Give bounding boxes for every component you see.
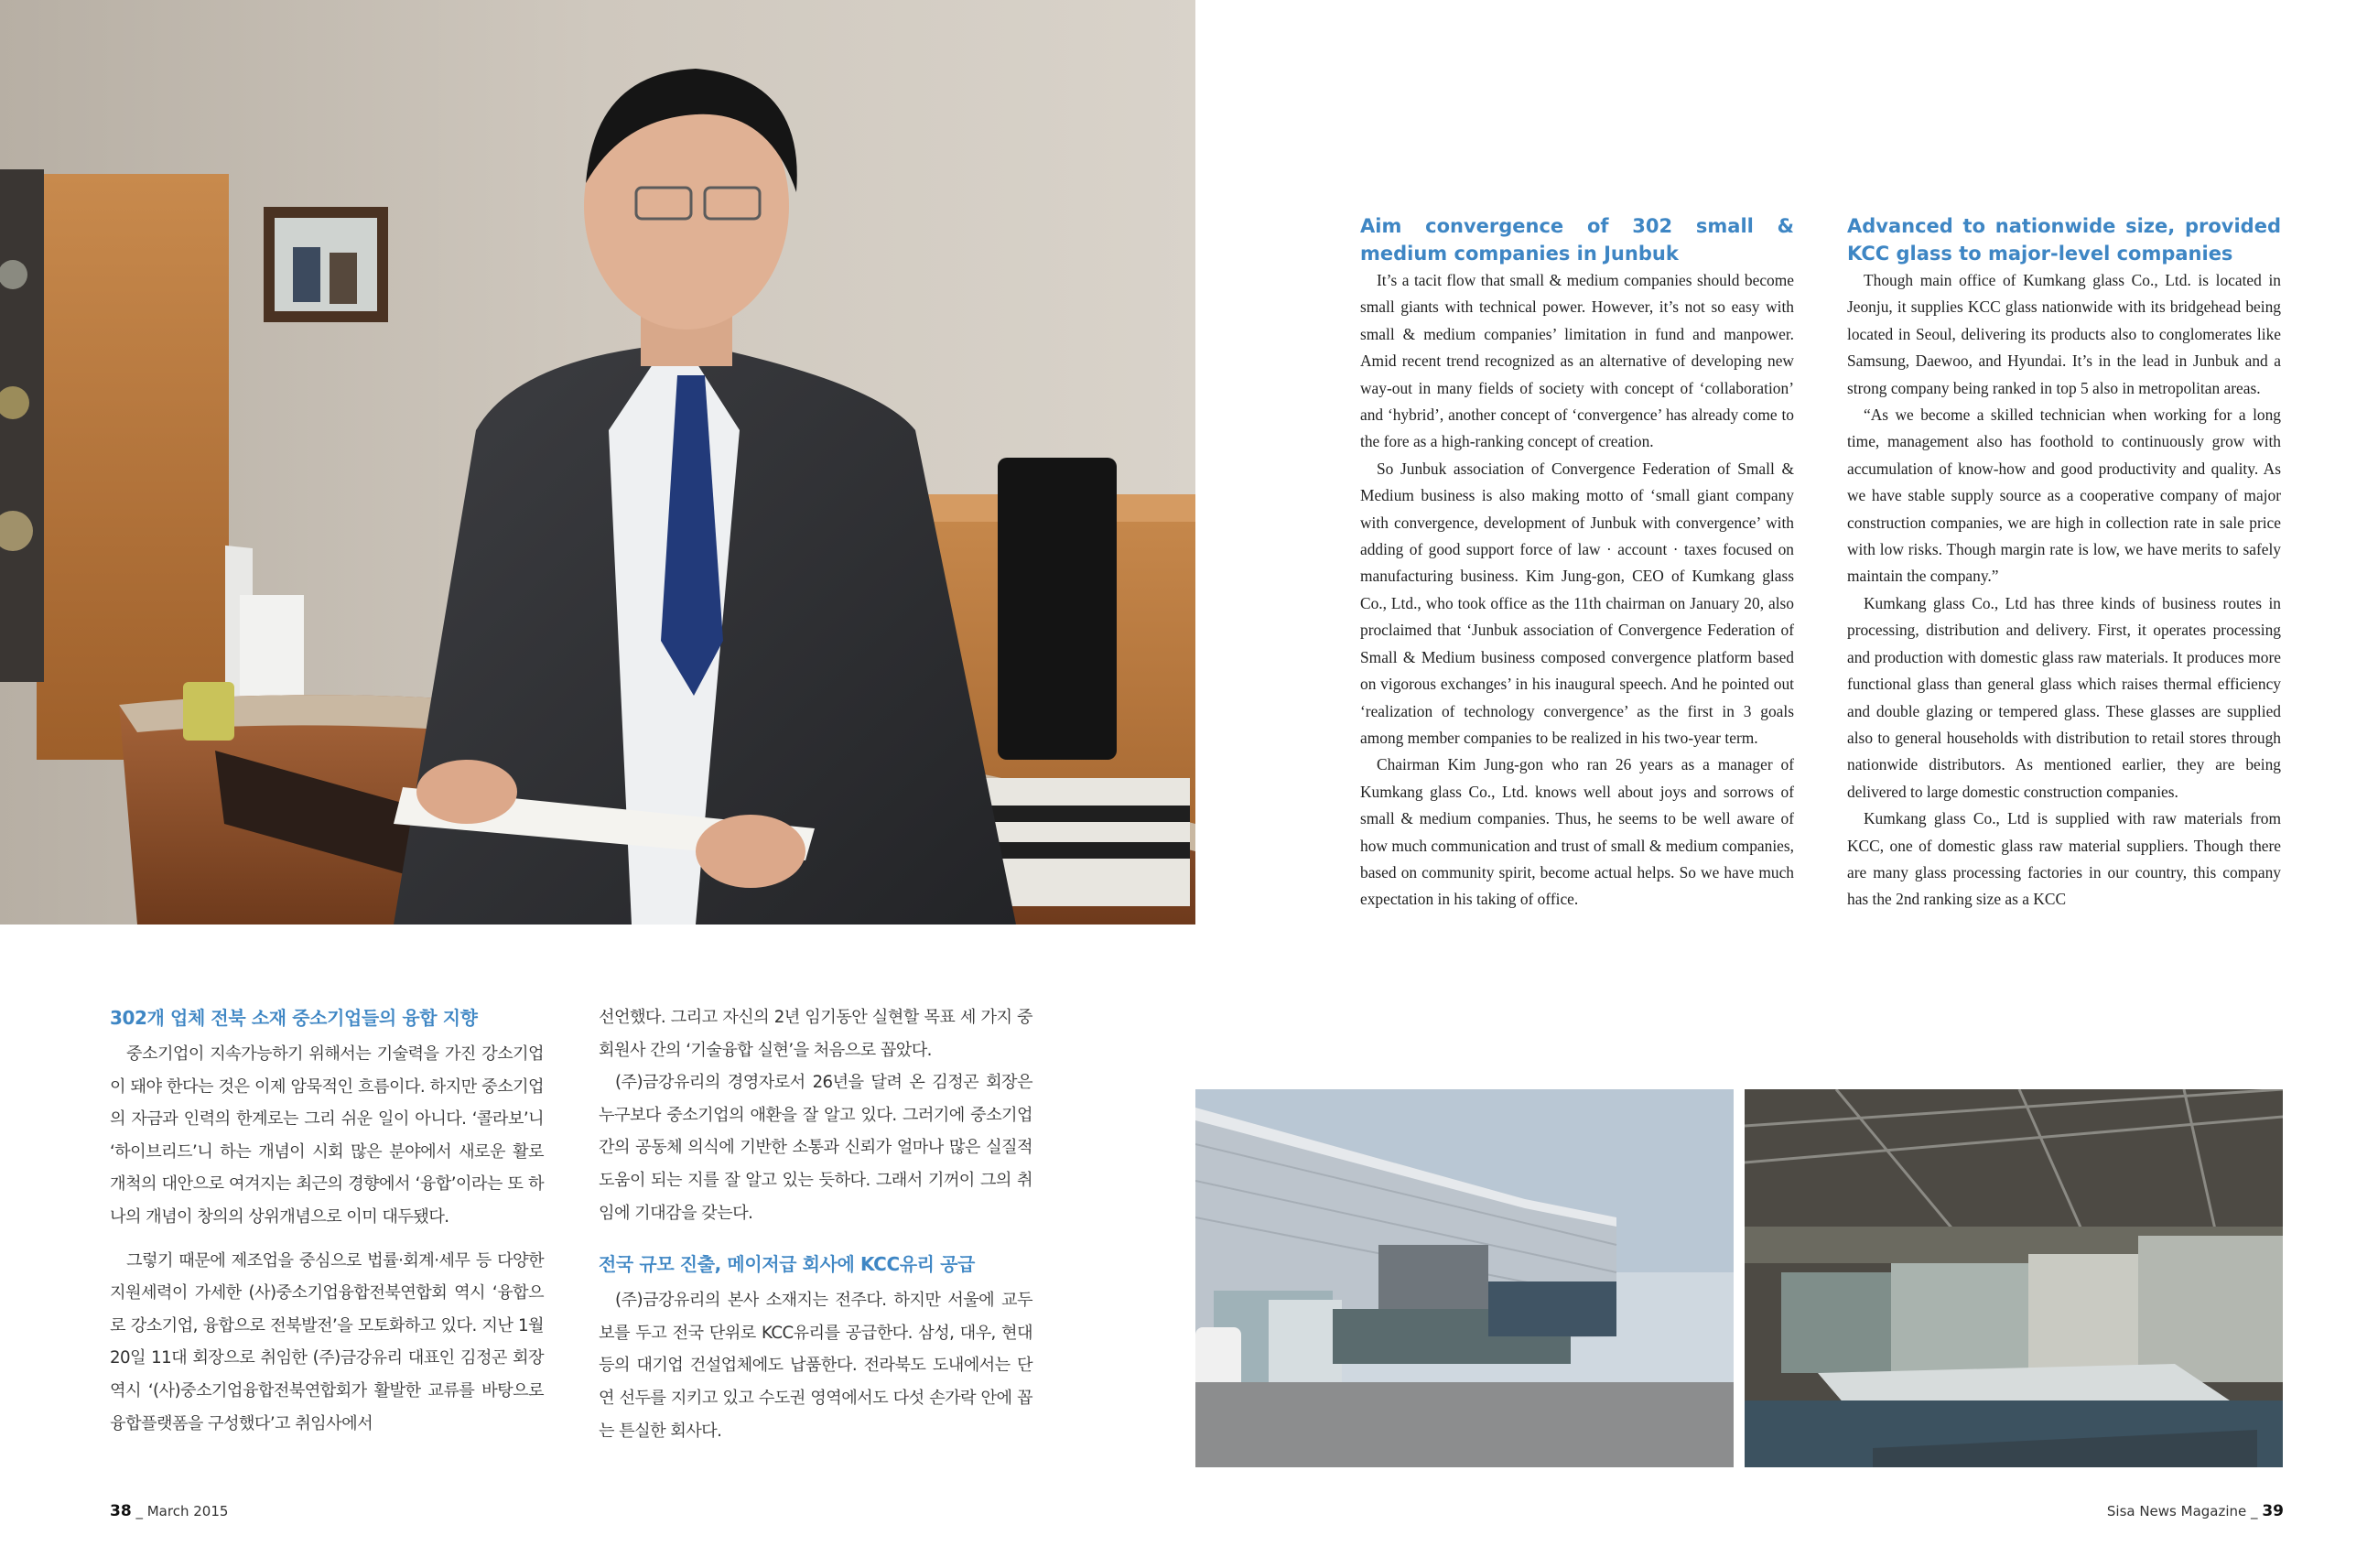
korean-column-1: [110, 1000, 544, 1440]
english-paragraph: Though main office of Kumkang glass Co., Ltd. is located in Jeonju, it supplies KCC glass nationwide with its bridgehead being located in Seoul, delivering its products also to conglomerates like Samsung, Daewoo, and Hyundai. It’s in the lead in Junbuk and a strong company being ranked in top 5 also in metropolitan areas.: [1847, 271, 2281, 397]
english-paragraph: “As we become a skilled technician when working for a long time, management also has foothold to continuously grow with accumulation of know-how and good productivity and quality. As we have stable supply source as a cooperative company of major construction companies, we are high in collection rate in sale price with low risks. Though margin rate is low, we have merits to safely maintain the company.”: [1847, 406, 2281, 586]
folio-separator: _: [2251, 1503, 2258, 1519]
korean-column-2: [599, 1001, 1032, 1447]
page-number-left: 38: [110, 1502, 132, 1520]
korean-paragraph: 그렇기 때문에 제조업을 중심으로 법률·회계·세무 등 다양한 지원세력이 가세한 (사)중소기업융합전북연합회 역시 ‘융합으로 강소기업, 융합으로 전북발전’을 모토화하고 있다. 지난 1월 20일 11대 회장으로 취임한 (주)금강유리 대표인 김정곤 회장 역시 ‘(사)중소기업융합전북연합회가 활발한 교류를 바탕으로 융합플랫폼을 구성했다’고 취임사에서: [110, 1250, 544, 1433]
factory-interior-photo: [1745, 1089, 2283, 1467]
korean-heading-2: 전국 규모 진출, 메이저급 회사에 KCC유리 공급: [599, 1253, 975, 1276]
english-paragraph: It’s a tacit flow that small & medium companies should become small giants with technical power. However, it’s not so easy with small & medium companies’ limitation in fund and manpower. Amid recent trend recognized as an alternative of developing new way-out in many fields of society with concept of ‘collaboration’ and ‘hybrid’, another concept of ‘convergence’ has already come to the fore as a high-ranking concept of creation.: [1360, 271, 1794, 451]
english-column-2: [1847, 212, 2281, 914]
portrait-photo: [0, 0, 1195, 925]
folio-separator: _: [135, 1503, 143, 1519]
korean-paragraph: (주)금강유리의 본사 소재지는 전주다. 하지만 서울에 교두보를 두고 전국 단위로 KCC유리를 공급한다. 삼성, 대우, 현대 등의 대기업 건설업체에도 납품한다. 전라북도 도내에서는 단연 선두를 지키고 있고 수도권 영역에서도 다섯 손가락 안에 꼽는 튼실한 회사다.: [599, 1291, 1032, 1441]
korean-paragraph: 중소기업이 지속가능하기 위해서는 기술력을 가진 강소기업이 돼야 한다는 것은 이제 암묵적인 흐름이다. 하지만 중소기업의 자금과 인력의 한계로는 그리 쉬운 일이 아니다. ‘콜라보’니 ‘하이브리드’니 하는 개념이 시회 많은 분야에서 새로운 활로 개척의 대안으로 여겨지는 최근의 경향에서 ‘융합’이라는 또 하나의 개념이 창의의 상위개념으로 이미 대두됐다.: [110, 1044, 544, 1227]
korean-heading-1: 302개 업체 전북 소재 중소기업들의 융합 지향: [110, 1007, 478, 1029]
publication-name: Sisa News Magazine: [2106, 1503, 2247, 1519]
english-heading-1: Aim convergence of 302 small & medium companies in Junbuk: [1360, 215, 1794, 265]
english-paragraph: Chairman Kim Jung-gon who ran 26 years as a manager of Kumkang glass Co., Ltd. knows well about joys and sorrows of small & medium companies. Thus, he seems to be well aware of how much communication and trust of small & medium companies, based on community spirit, become actual helps. So we have much expectation in his taking of office.: [1360, 755, 1794, 909]
korean-paragraph: (주)금강유리의 경영자로서 26년을 달려 온 김정곤 회장은 누구보다 중소기업의 애환을 잘 알고 있다. 그러기에 중소기업 간의 공동체 의식에 기반한 소통과 신뢰가 얼마나 많은 실질적 도움이 되는 지를 잘 알고 있는 듯하다. 그래서 기꺼이 그의 취임에 기대감을 갖는다.: [599, 1073, 1032, 1223]
right-folio: [2107, 1502, 2284, 1520]
page-number-right: 39: [2262, 1502, 2284, 1520]
issue-date: March 2015: [146, 1503, 229, 1519]
english-heading-2: Advanced to nationwide size, provided KCC glass to major-level companies: [1847, 215, 2281, 265]
factory-exterior-photo: [1195, 1089, 1734, 1467]
english-paragraph: So Junbuk association of Convergence Federation of Small & Medium business is also making motto of ‘small giant company with convergence, development of Junbuk with convergence’ with adding of good support force of law · account · taxes focused on manufacturing business. Kim Jung-gon, CEO of Kumkang glass Co., Ltd., who took office as the 11th chairman on January 20, also proclaimed that ‘Junbuk association of Convergence Federation of Small & Medium business composed convergence platform based on vigorous exchanges’ in his inaugural speech. And he pointed out ‘realization of technology convergence’ as the first in 3 goals among member companies to be realized in his two-year term.: [1360, 459, 1794, 747]
korean-paragraph: 선언했다. 그리고 자신의 2년 임기동안 실현할 목표 세 가지 중 회원사 간의 ‘기술융합 실현’을 처음으로 꼽았다.: [599, 1008, 1032, 1060]
english-paragraph: Kumkang glass Co., Ltd has three kinds of business routes in processing, distribution and delivery. First, it operates processing and production with domestic glass raw materials. It produces more functional glass than general glass which raises thermal efficiency and double glazing or tempered glass. These glasses are supplied also to general households with distribution to retail stores through nationwide distributors. As mentioned earlier, they are being delivered to large domestic construction companies.: [1847, 593, 2281, 801]
english-column-1: [1360, 212, 1794, 914]
left-folio: [110, 1502, 228, 1520]
english-paragraph: Kumkang glass Co., Ltd is supplied with raw materials from KCC, one of domestic glass raw material suppliers. Though there are many glass processing factories in our country, this company has the 2nd ranking size as a KCC: [1847, 809, 2281, 909]
